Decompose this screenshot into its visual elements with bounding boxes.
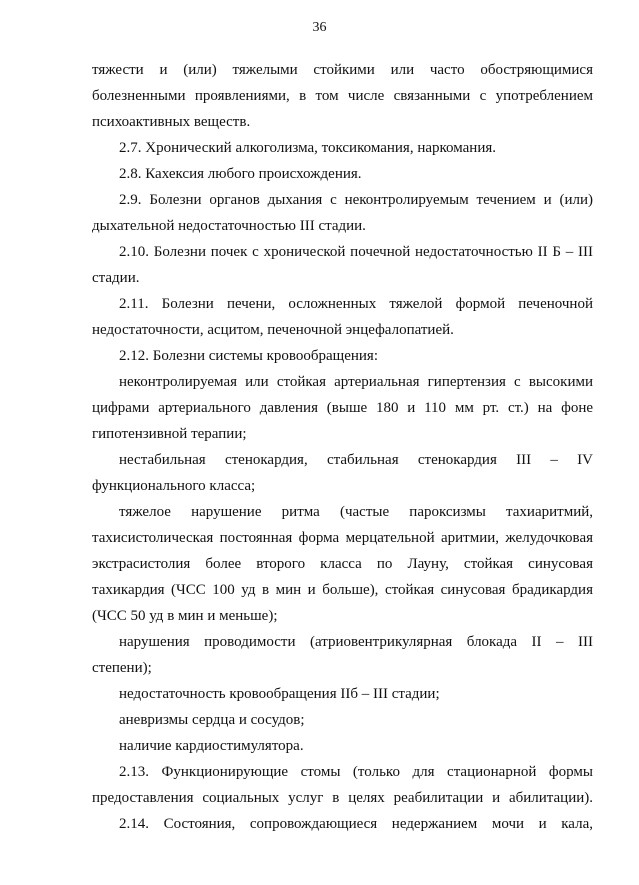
text-line: неконтролируемая или стойкая артериальная гипертензия с высокими — [119, 374, 593, 390]
text-line: наличие кардиостимулятора. — [119, 738, 304, 754]
text-line: тахикардия (ЧСС 100 уд в мин и больше), стойкая синусовая брадикардия — [92, 582, 593, 598]
text-line: дыхательной недостаточностью III стадии. — [92, 218, 366, 234]
text-line: психоактивных веществ. — [92, 114, 251, 130]
page-number: 36 — [312, 20, 327, 35]
text-line: стадии. — [92, 270, 140, 286]
text-line: 2.8. Кахексия любого происхождения. — [119, 166, 362, 182]
text-line: 2.9. Болезни органов дыхания с неконтролируемым течением и (или) — [119, 192, 593, 208]
text-line: тахисистолическая постоянная форма мерцательной аритмии, желудочковая — [92, 530, 593, 546]
text-line: цифрами артериального давления (выше 180 и 110 мм рт. ст.) на фоне — [92, 400, 593, 416]
text-line: экстрасистолия более второго класса по Лауну, стойкая синусовая — [92, 556, 593, 572]
text-line: тяжелое нарушение ритма (частые пароксизмы тахиаритмий, — [119, 504, 593, 520]
text-line: гипотензивной терапии; — [92, 426, 247, 442]
text-line: недостаточности, асцитом, печеночной энцефалопатией. — [92, 322, 454, 338]
text-line: болезненными проявлениями, в том числе связанными с употреблением — [92, 88, 593, 104]
text-line: функционального класса; — [92, 478, 256, 494]
text-line: 2.7. Хронический алкоголизма, токсикомания, наркомания. — [119, 140, 496, 156]
text-line: недостаточность кровообращения IIб – III стадии; — [119, 686, 440, 702]
text-line: 2.12. Болезни системы кровообращения: — [119, 348, 378, 364]
text-line: (ЧСС 50 уд в мин и меньше); — [92, 608, 278, 624]
text-line: тяжести и (или) тяжелыми стойкими или часто обостряющимися — [92, 62, 593, 78]
text-line: 2.13. Функционирующие стомы (только для стационарной формы — [119, 764, 593, 780]
text-line: 2.10. Болезни почек с хронической почечной недостаточностью II Б – III — [119, 244, 593, 260]
text-line: 2.11. Болезни печени, осложненных тяжелой формой печеночной — [119, 296, 593, 312]
text-line: степени); — [92, 660, 152, 676]
text-line: предоставления социальных услуг в целях реабилитации и абилитации). — [92, 790, 593, 806]
text-line: нарушения проводимости (атриовентрикулярная блокада II – III — [119, 634, 593, 650]
text-line: 2.14. Состояния, сопровождающиеся недержанием мочи и кала, — [119, 816, 593, 832]
text-line: нестабильная стенокардия, стабильная стенокардия III – IV — [119, 452, 593, 468]
text-line: аневризмы сердца и сосудов; — [119, 712, 305, 728]
document-body — [92, 57, 593, 837]
